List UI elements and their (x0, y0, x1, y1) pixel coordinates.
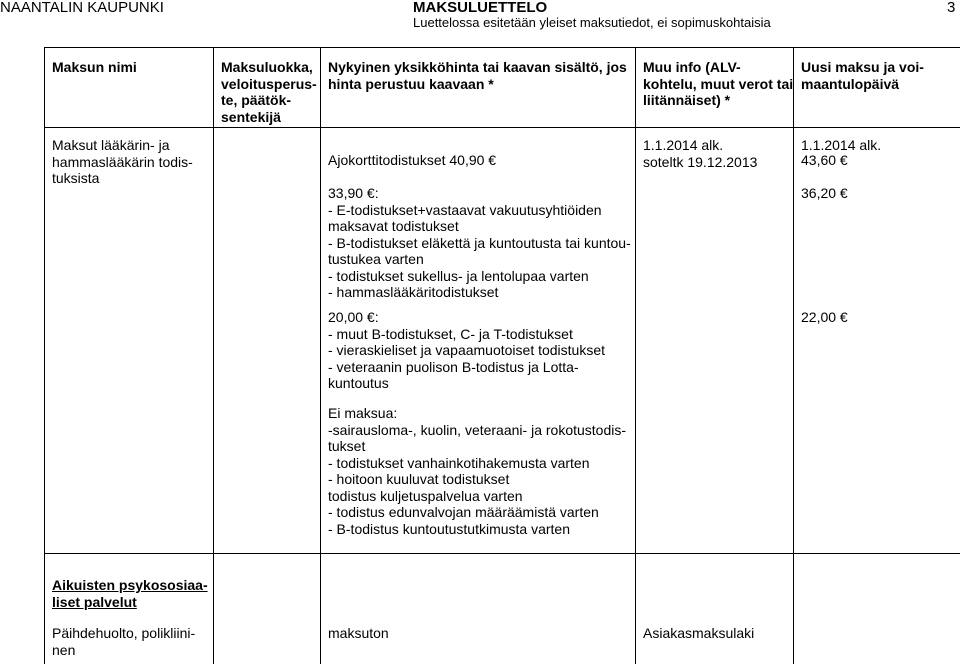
header-other-info: Muu info (ALV- kohtelu, muut verot tai liitännäiset) * (643, 59, 794, 108)
col-border-4 (635, 47, 636, 664)
new-fee-36-20: 36,20 € (801, 185, 848, 201)
price-block-20-00: 20,00 €: - muut B-todistukset, C- ja T-todistukset - vieraskieliset ja vapaamuotoiset todistukset - veteraanin puolison B-todistus ja Lotta- kuntoutus (328, 309, 606, 391)
municipality-name: NAANTALIN KAUPUNKI (0, 0, 164, 16)
fee-name-substance-abuse-care: Päihdehuolto, polikliini- nen (52, 625, 196, 658)
header-bottom-border (44, 127, 960, 128)
new-fee-effective-date: 1.1.2014 alk. (801, 137, 882, 153)
header-current-price: Nykyinen yksikköhinta tai kaavan sisältö, jos hinta perustuu kaavaan * (328, 59, 627, 92)
document-title: MAKSULUETTELO (413, 0, 548, 16)
substance-abuse-price: maksuton (328, 625, 389, 641)
table-top-border (44, 47, 960, 48)
header-fee-class: Maksuluokka, veloitusperus- te, päätök- sentekijä (221, 59, 317, 125)
document-subtitle: Luettelossa esitetään yleiset maksutiedot, ei sopimuskohtaisia (413, 15, 771, 30)
new-fee-22-00: 22,00 € (801, 309, 848, 325)
fee-name-doctor-certificates: Maksut lääkärin- ja hammaslääkärin todis- tuksista (52, 137, 193, 186)
header-fee-name: Maksun nimi (52, 59, 137, 75)
substance-abuse-info: Asiakasmaksulaki (643, 625, 755, 641)
col-border-3 (320, 47, 321, 664)
col-border-2 (213, 47, 214, 664)
price-block-33-90: 33,90 €: - E-todistukset+vastaavat vakuutusyhtiöiden maksavat todistukset - B-todistukset eläkettä ja kuntoutusta tai kuntou- tustukea varten - todistukset sukellus- ja lentolupaa varten - hammaslääkäritodistukset (328, 185, 631, 300)
section-heading-adult-psychosocial: Aikuisten psykososiaa- liset palvelut (52, 577, 208, 610)
page-number: 3 (947, 0, 956, 16)
row-separator (44, 553, 960, 554)
col-border-1 (44, 47, 45, 664)
other-info-decision: 1.1.2014 alk. soteltk 19.12.2013 (643, 137, 758, 170)
new-fee-driving-license: 43,60 € (801, 152, 848, 168)
header-new-fee: Uusi maksu ja voi- maantulopäivä (801, 59, 924, 92)
price-block-free: Ei maksua: -sairausloma-, kuolin, veteraani- ja rokotustodis- tukset - todistukset vanhainkotihakemusta varten - hoitoon kuuluvat todistukset todistus kuljetuspalvelua varten - todistus edunvalvojan määräämistä varten - B-todistus kuntoutustutkimusta varten (328, 405, 627, 537)
driving-license-certificate-price: Ajokorttitodistukset 40,90 € (328, 152, 497, 168)
col-border-5 (793, 47, 794, 664)
